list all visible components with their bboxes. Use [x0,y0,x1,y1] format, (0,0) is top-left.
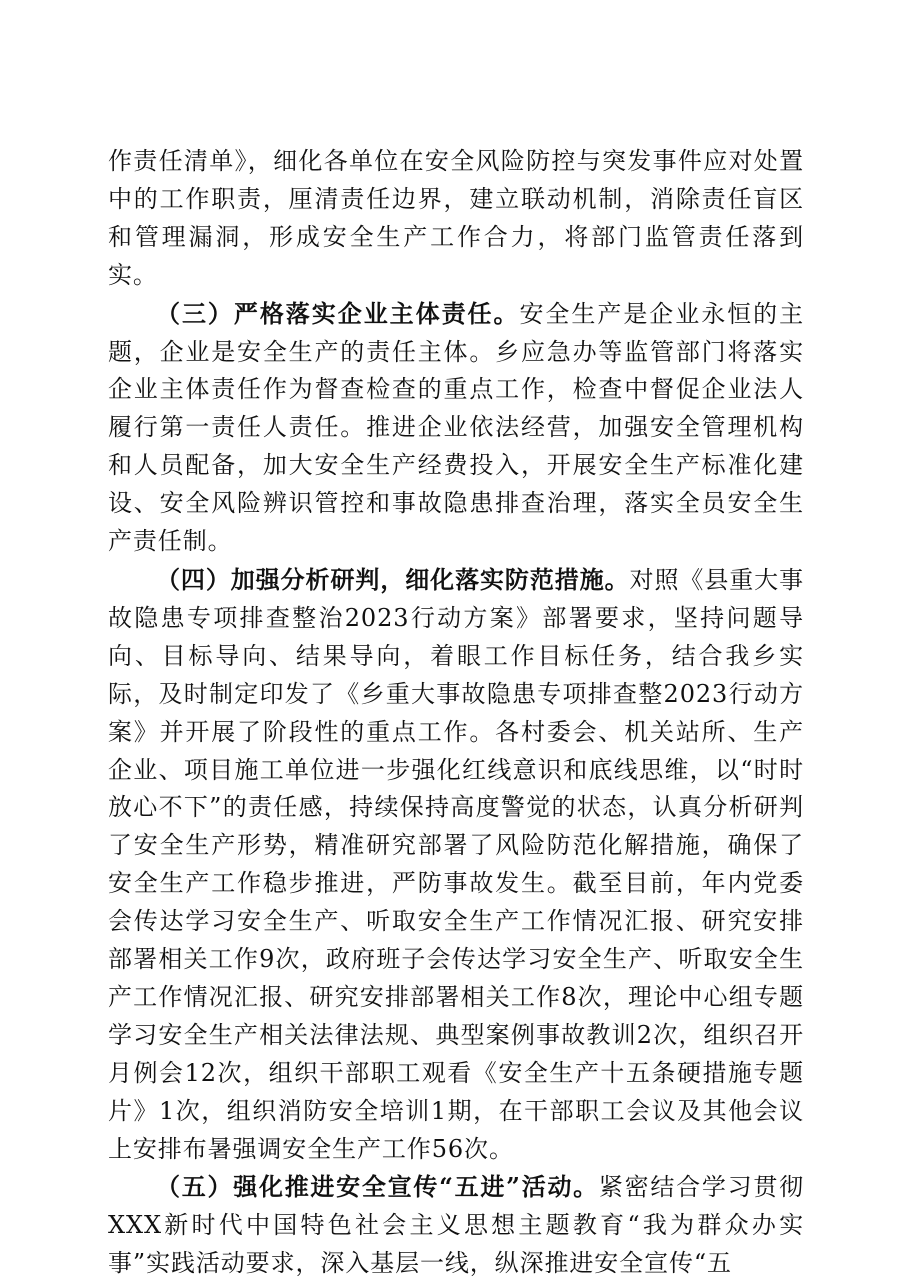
paragraph-4 [108,1168,804,1283]
section-heading-5: （五）强化推进安全宣传“五进”活动。 [156,1172,599,1202]
paragraph-2-body: 安全生产是企业永恒的主题，企业是安全生产的责任主体。乡应急办等监管部门将落实企业主体责任作为督查检查的重点工作，检查中督促企业法人履行第一责任人责任。推进企业依法经营，加强安全管理机构和人员配备，加大安全生产经费投入，开展安全生产标准化建设、安全风险辨识管控和事故隐患排查治理，落实全员安全生产责任制。 [108,299,804,556]
paragraph-4-body: 紧密结合学习贯彻XXX新时代中国特色社会主义思想主题教育“我为群众办实事”实践活动要求，深入基层一线，纵深推进安全宣传“五 [108,1173,804,1278]
paragraph-3 [108,561,804,1169]
paragraph-1 [108,143,804,295]
section-heading-4: （四）加强分析研判，细化落实防范措施。 [156,564,630,594]
document-page [108,143,804,1283]
paragraph-2 [108,295,804,561]
paragraph-1-body: 作责任清单》，细化各单位在安全风险防控与突发事件应对处置中的工作职责，厘清责任边界，建立联动机制，消除责任盲区和管理漏洞，形成安全生产工作合力，将部门监管责任落到实。 [108,147,804,289]
section-heading-3: （三）严格落实企业主体责任。 [156,298,520,328]
paragraph-3-body: 对照《县重大事故隐患专项排查整治2023行动方案》部署要求，坚持问题导向、目标导向、结果导向，着眼工作目标任务，结合我乡实际，及时制定印发了《乡重大事故隐患专项排查整2023行动方案》并开展了阶段性的重点工作。各村委会、机关站所、生产企业、项目施工单位进一步强化红线意识和底线思维，以“时时放心不下”的责任感，持续保持高度警觉的状态，认真分析研判了安全生产形势，精准研究部署了风险防范化解措施，确保了安全生产工作稳步推进，严防事故发生。截至目前，年内党委会传达学习安全生产、听取安全生产工作情况汇报、研究安排部署相关工作9次，政府班子会传达学习安全生产、听取安全生产工作情况汇报、研究安排部署相关工作8次，理论中心组专题学习安全生产相关法律法规、典型案例事故教训2次，组织召开月例会12次，组织干部职工观看《安全生产十五条硬措施专题片》1次，组织消防安全培训1期，在干部职工会议及其他会议上安排布暑强调安全生产工作56次。 [108,565,804,1163]
